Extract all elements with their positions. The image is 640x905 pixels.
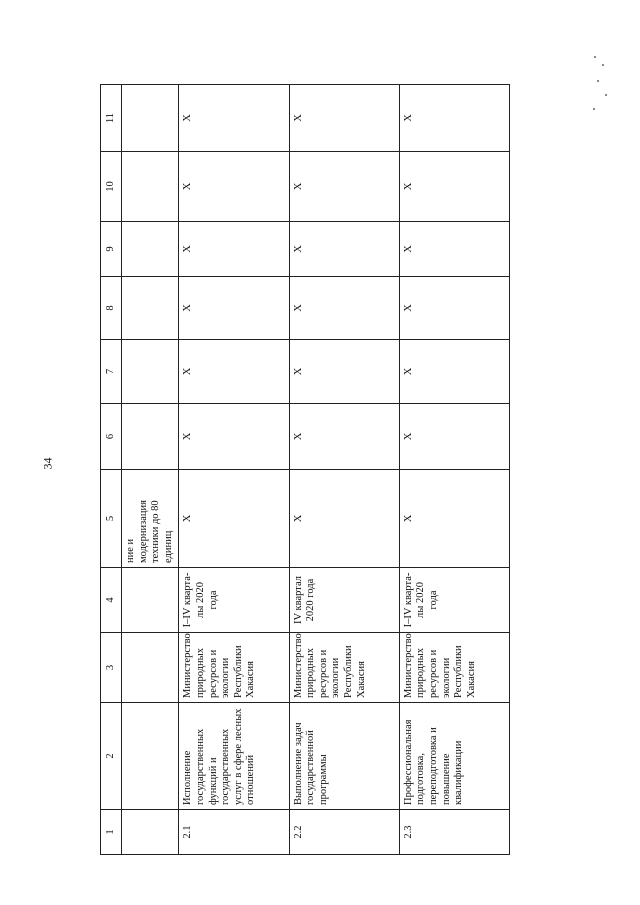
column-header: 9 [101, 222, 122, 277]
activities-table [100, 84, 510, 855]
continuation-cell: ние и модернизация техники до 80 единиц [122, 470, 179, 568]
mark: X [289, 85, 399, 152]
mark: X [179, 85, 289, 152]
activity-name: Выполнение задач государственной программы [289, 703, 399, 810]
column-header: 6 [101, 404, 122, 470]
mark: X [399, 152, 509, 222]
mark: X [179, 404, 289, 470]
mark: X [289, 222, 399, 277]
activity-name: Исполнение государственных функций и государственных услуг в сфере лесных отношений [179, 703, 289, 810]
column-header: 3 [101, 633, 122, 703]
mark: X [399, 470, 509, 568]
column-header: 1 [101, 810, 122, 855]
column-header: 10 [101, 152, 122, 222]
column-header: 5 [101, 470, 122, 568]
mark: X [399, 222, 509, 277]
continuation-row [122, 85, 179, 855]
mark: X [179, 470, 289, 568]
column-header: 11 [101, 85, 122, 152]
executor: Министерство природных ресурсов и экологии Республики Хакасия [399, 633, 509, 703]
mark: X [179, 340, 289, 404]
table-row [179, 85, 289, 855]
mark: X [399, 340, 509, 404]
column-header: 4 [101, 568, 122, 633]
mark: X [289, 340, 399, 404]
mark: X [289, 404, 399, 470]
term: I–IV кварта-лы 2020 года [179, 568, 289, 633]
mark: X [179, 222, 289, 277]
mark: X [179, 277, 289, 340]
activity-name: Профессиональная подготовка, переподготовка и повышение квалификации [399, 703, 509, 810]
column-header: 7 [101, 340, 122, 404]
mark: X [289, 152, 399, 222]
table-row [399, 85, 509, 855]
page-number: 34 [40, 457, 55, 470]
mark: X [399, 404, 509, 470]
table-container [100, 85, 510, 855]
mark: X [399, 277, 509, 340]
row-number: 2.1 [179, 810, 289, 855]
executor: Министерство природных ресурсов и экологии Республики Хакасия [179, 633, 289, 703]
row-number: 2.3 [399, 810, 509, 855]
executor: Министерство природных ресурсов и экологии Республики Хакасия [289, 633, 399, 703]
column-header: 2 [101, 703, 122, 810]
mark: X [179, 152, 289, 222]
term: IV квартал 2020 года [289, 568, 399, 633]
term: I–IV кварта-лы 2020 года [399, 568, 509, 633]
scan-artifact [590, 50, 610, 120]
mark: X [289, 470, 399, 568]
mark: X [289, 277, 399, 340]
column-header: 8 [101, 277, 122, 340]
row-number: 2.2 [289, 810, 399, 855]
header-row [101, 85, 122, 855]
mark: X [399, 85, 509, 152]
table-row [289, 85, 399, 855]
